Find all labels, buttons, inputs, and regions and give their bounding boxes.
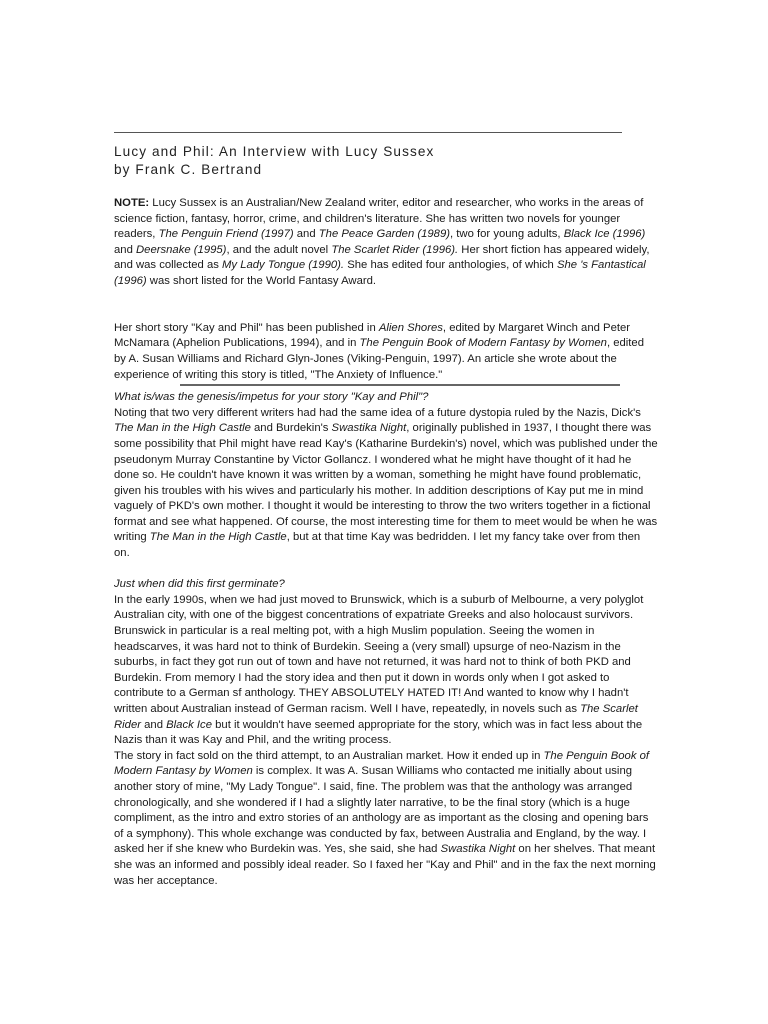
italic-title: The Scarlet Rider (1996). xyxy=(331,243,459,256)
text-run: , originally published in 1937, I thought there was some possibility that Phil might have read Kay's (Katharine Burdekin's) novel, which was published under the pseudonym Murray Constantine by Victor Gollancz. I wondered what he might have thought of it had he done so. He couldn't have known it was written by a woman, something he might have found problematic, given his troubles with his wives and particularly his mother. In addition descriptions of Kay put me in mind vaguely of PKD's own mother. I thought it would be interesting to throw the two writers together in a fictional format and see what happened. Of course, the most interesting time for them to meet would be when he was writing xyxy=(114,422,658,544)
italic-title: The Man in the High Castle xyxy=(114,422,251,435)
text-run: , edited by A. Susan Williams and Richard Glyn-Jones (Viking-Penguin, 1997). An article she wrote about the experience of writing this story is titled, "The Anxiety of Influence." xyxy=(114,337,644,381)
text-run: and Burdekin's xyxy=(250,422,332,435)
italic-title: The Peace Garden (1989) xyxy=(318,228,451,241)
note-text xyxy=(114,197,649,287)
question-2: Just when did this first germinate? xyxy=(114,578,285,591)
note-paragraph xyxy=(114,196,659,290)
text-run: was short listed for the World Fantasy Award. xyxy=(146,274,377,287)
text-run: and xyxy=(141,718,167,731)
article-title: Lucy and Phil: An Interview with Lucy Sussex xyxy=(114,144,435,159)
question-1: What is/was the genesis/impetus for your story "Kay and Phil"? xyxy=(114,391,429,404)
text-run: In the early 1990s, when we had just moved to Brunswick, which is a suburb of Melbourne, a very polyglot Australian city, with one of the biggest concentrations of expatriate Greeks and also holocaust survivors. Brunswick in particular is a real melting pot, with a high Muslim population. Seeing the women in headscarves, it was hard not to think of Burdekin. Seeing a (very small) upsurge of neo-Nazism in the suburbs, in fact they got run out of town and have not returned, it was hard not to think of both PKD and Burdekin. From memory I had the story idea and then put it down in words only when I got asked to contribute to a German sf anthology. THEY ABSOLUTELY HATED IT! And wanted to know why I hadn't written about Australian instead of German racism. Well I have, repeatedly, in novels such as xyxy=(114,593,644,715)
answer-2-continued xyxy=(114,749,659,889)
top-divider xyxy=(114,132,622,133)
italic-title: Black Ice xyxy=(166,718,212,731)
text-run: Her short story "Kay and Phil" has been published in xyxy=(114,321,379,334)
article-byline: by Frank C. Bertrand xyxy=(114,162,263,177)
section-divider xyxy=(180,384,620,386)
title-block xyxy=(114,143,674,179)
text-run: , edited by Margaret Winch and Peter McNamara (Aphelion Publications, 1994), and in xyxy=(114,321,631,350)
italic-title: The Penguin Book of Modern Fantasy by Women xyxy=(359,337,607,350)
italic-title: She 's Fantastical (1996) xyxy=(114,259,646,287)
text-run: , but at that time Kay was bedridden. I let my fancy take over from then on. xyxy=(114,531,641,560)
text-run: and xyxy=(293,228,319,241)
paragraph-gap xyxy=(114,305,659,321)
text-run: but it wouldn't have seemed appropriate for the story, which was in fact less about the Nazis than it was Kay and Phil, and the writing process. xyxy=(114,718,643,747)
note-label: NOTE: xyxy=(114,197,150,209)
text-run: She has edited four anthologies, of which xyxy=(344,259,557,272)
text-run: is complex. It was A. Susan Williams who contacted me initially about using another story of mine, "My Lady Tongue". I said, fine. The problem was that the anthology was arranged chronologically, and she wondered if I had a slightly later narrative, to be the final story (which is a huge compliment, as the intro and extro stories of an anthology are as important as the closing and opening bars of a symphony). This whole exchange was conducted by fax, between Australia and England, by the way. I asked her if she knew who Burdekin was. Yes, she said, she had xyxy=(114,765,649,856)
italic-title: Black Ice (1996) xyxy=(563,228,646,241)
text-run: The story in fact sold on the third attempt, to an Australian market. How it ended up in xyxy=(114,749,544,762)
italic-title: Deersnake (1995) xyxy=(136,243,227,256)
text-run: Lucy Sussex is an Australian/New Zealand writer, editor and researcher, who works in the areas of science fiction, fantasy, horror, crime, and children's literature. She has written two novels for younger readers, xyxy=(114,197,644,241)
italic-title: The Penguin Friend (1997) xyxy=(158,228,294,241)
intro-paragraph xyxy=(114,321,659,383)
italic-title: The Scarlet Rider xyxy=(114,703,638,731)
answer-2 xyxy=(114,593,659,749)
text-run: on her shelves. That meant she was an informed and possibly ideal reader. So I faxed her "Kay and Phil" and in the fax the next morning was her acceptance. xyxy=(114,843,656,887)
text-run: and xyxy=(114,243,136,256)
italic-title: My Lady Tongue (1990). xyxy=(222,259,345,272)
italic-title: The Penguin Book of Modern Fantasy by Women xyxy=(114,749,650,778)
answer-1 xyxy=(114,406,659,562)
article-body xyxy=(114,196,659,889)
text-run: Noting that two very different writers had had the same idea of a future dystopia ruled by the Nazis, Dick's xyxy=(114,406,641,419)
italic-title: Alien Shores xyxy=(378,321,443,334)
italic-title: The Man in the High Castle xyxy=(149,531,287,544)
text-run: , and the adult novel xyxy=(226,243,332,256)
text-run: Her short fiction has appeared widely, and was collected as xyxy=(114,243,650,272)
paragraph-gap xyxy=(114,290,659,306)
italic-title: Swastika Night xyxy=(331,422,407,435)
paragraph-gap xyxy=(114,562,659,578)
italic-title: Swastika Night xyxy=(440,843,516,856)
text-run: , two for young adults, xyxy=(450,228,564,241)
